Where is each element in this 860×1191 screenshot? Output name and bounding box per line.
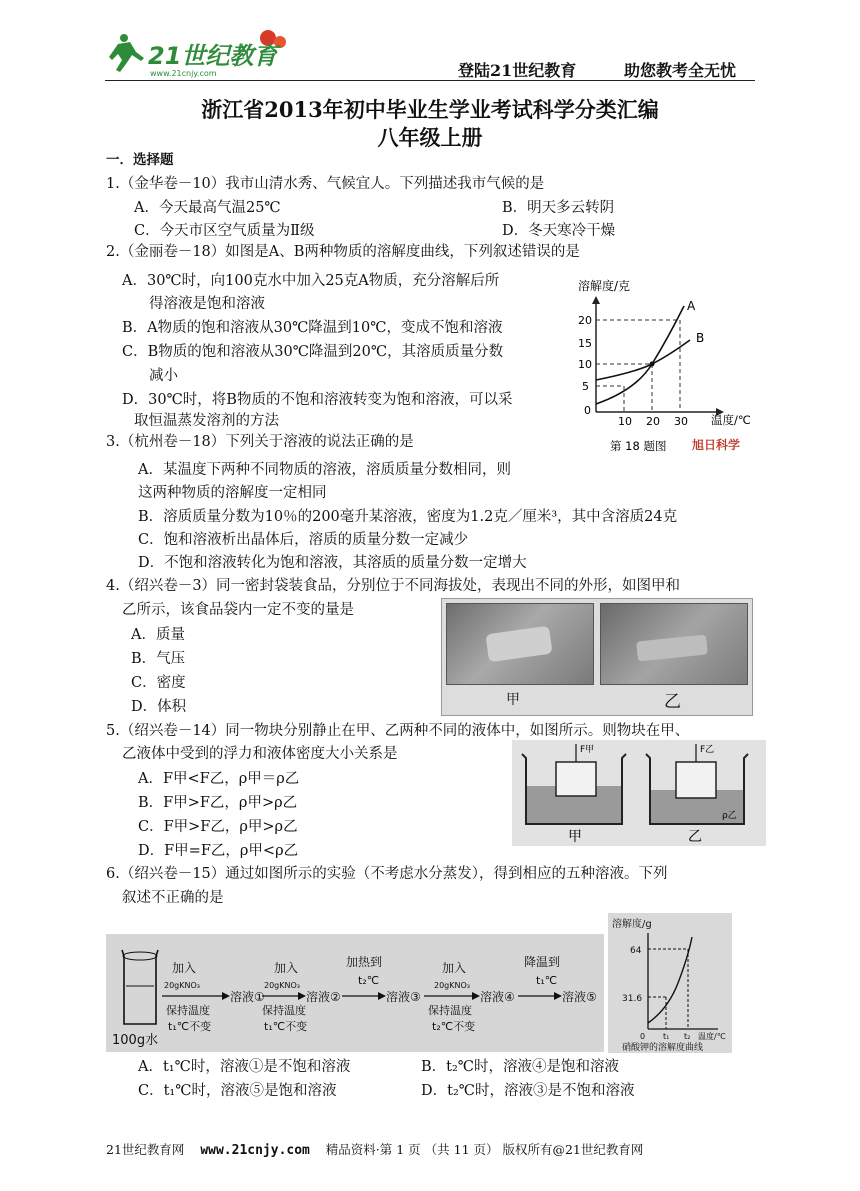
- svg-text:21世纪教育: 21世纪教育: [148, 42, 278, 70]
- q2-option-c-line2: 减小: [149, 368, 178, 384]
- q3-option-c: C．饱和溶液析出晶体后，溶质的质量分数一定减少: [138, 532, 469, 548]
- curve-a: [596, 306, 684, 404]
- svg-text:F乙: F乙: [700, 745, 715, 755]
- svg-text:5: 5: [582, 380, 589, 393]
- svg-text:溶液③: 溶液③: [386, 990, 421, 1004]
- q2-option-a-line1: A．30℃时，向100克水中加入25克A物质，充分溶解后所: [122, 273, 500, 289]
- q6-option-c: C．t₁℃时，溶液⑤是饱和溶液: [138, 1083, 337, 1099]
- svg-text:F甲: F甲: [580, 745, 595, 755]
- svg-text:t₁℃不变: t₁℃不变: [264, 1020, 308, 1033]
- svg-text:64: 64: [630, 946, 642, 956]
- q1-option-a: A．今天最高气温25℃: [134, 200, 281, 216]
- svg-text:t₂℃不变: t₂℃不变: [432, 1020, 476, 1033]
- svg-text:ρ乙: ρ乙: [722, 811, 737, 821]
- svg-text:加热到: 加热到: [346, 955, 383, 969]
- svg-text:保持温度: 保持温度: [428, 1004, 472, 1017]
- svg-text:20gKNO₃: 20gKNO₃: [164, 981, 200, 990]
- svg-text:降温到: 降温到: [524, 955, 561, 969]
- q1-stem: 1.（金华卷－10）我市山清水秀、气候宜人。下列描述我市气候的是: [106, 176, 545, 192]
- site-logo: [108, 28, 308, 80]
- svg-text:t₂℃: t₂℃: [358, 974, 380, 987]
- header-divider: [105, 80, 755, 81]
- beaker-yi: [646, 744, 748, 824]
- q2-stem: 2.（金丽卷－18）如图是A、B两种物质的溶解度曲线，下列叙述错误的是: [106, 244, 580, 260]
- svg-text:溶解度/克: 溶解度/克: [578, 279, 631, 293]
- q6-option-d: D．t₂℃时，溶液③是不饱和溶液: [421, 1083, 635, 1099]
- svg-text:乙: 乙: [688, 829, 702, 845]
- solubility-graph-ab: [566, 272, 766, 458]
- q4-option-a: A．质量: [131, 627, 185, 643]
- q2-option-d-line1: D．30℃时，将B物质的不饱和溶液转变为饱和溶液，可以采: [122, 392, 513, 408]
- buoyancy-beakers: [512, 740, 766, 846]
- q4-option-d: D．体积: [131, 699, 187, 715]
- svg-text:www.21cnjy.com: www.21cnjy.com: [150, 69, 217, 78]
- svg-text:15: 15: [578, 337, 592, 350]
- svg-text:溶液④: 溶液④: [480, 990, 515, 1004]
- q4-stem-line2: 乙所示，该食品袋内一定不变的量是: [122, 602, 354, 618]
- q2-option-b: B．A物质的饱和溶液从30℃降温到10℃，变成不饱和溶液: [122, 320, 503, 336]
- q2-option-c-line1: C．B物质的饱和溶液从30℃降温到20℃，其溶质质量分数: [122, 344, 504, 360]
- svg-text:加入: 加入: [172, 961, 197, 975]
- svg-text:B: B: [696, 331, 705, 345]
- svg-text:加入: 加入: [274, 961, 299, 975]
- svg-text:第 18 题图: 第 18 题图: [610, 439, 667, 453]
- q1-option-b: B．明天多云转阴: [502, 200, 615, 216]
- kno3-solubility-graph: [608, 913, 732, 1053]
- svg-text:保持温度: 保持温度: [262, 1004, 306, 1017]
- q6-option-a: A．t₁℃时，溶液①是不饱和溶液: [138, 1059, 351, 1075]
- svg-text:溶解度/g: 溶解度/g: [612, 919, 652, 930]
- q2-option-a-line2: 得溶液是饱和溶液: [149, 296, 265, 312]
- label-yi: 乙: [664, 692, 681, 712]
- page-title: 浙江省2013年初中毕业生学业考试科学分类汇编: [201, 97, 659, 122]
- q5-option-d: D．F甲=F乙，ρ甲<ρ乙: [138, 843, 299, 859]
- svg-text:20: 20: [578, 314, 592, 327]
- svg-text:0: 0: [640, 1032, 646, 1041]
- photo-yi: [600, 603, 748, 685]
- q3-stem: 3.（杭州卷－18）下列关于溶液的说法正确的是: [106, 434, 414, 450]
- q1-option-d: D．冬天寒冷干燥: [502, 223, 616, 239]
- q3-option-a-line1: A．某温度下两种不同物质的溶液，溶质质量分数相同，则: [138, 462, 511, 478]
- header-slogan-right: 助您教考全无忧: [624, 61, 737, 80]
- svg-text:溶液②: 溶液②: [306, 990, 341, 1004]
- q6-option-b: B．t₂℃时，溶液④是饱和溶液: [421, 1059, 620, 1075]
- svg-text:10: 10: [578, 358, 592, 371]
- svg-text:温度/℃: 温度/℃: [698, 1032, 726, 1041]
- svg-text:t₁℃不变: t₁℃不变: [168, 1020, 212, 1033]
- footer-site: 21世纪教育网: [106, 1142, 185, 1157]
- kno3-experiment-flow: [106, 934, 604, 1052]
- q2-option-d-line2: 取恒温蒸发溶剂的方法: [134, 413, 279, 429]
- svg-text:甲: 甲: [568, 829, 582, 845]
- svg-text:保持温度: 保持温度: [166, 1004, 210, 1017]
- svg-text:旭日科学: 旭日科学: [692, 438, 741, 452]
- svg-text:硝酸钾的溶解度曲线: 硝酸钾的溶解度曲线: [622, 1043, 704, 1053]
- section-heading: 一．选择题: [106, 152, 174, 168]
- svg-text:溶液⑤: 溶液⑤: [562, 990, 597, 1004]
- beaker-jia: [522, 744, 626, 824]
- q5-option-b: B．F甲>F乙，ρ甲>ρ乙: [138, 795, 298, 811]
- svg-text:10: 10: [618, 415, 632, 428]
- label-jia: 甲: [506, 692, 520, 708]
- footer-text: 精品资料·第 1 页 （共 11 页） 版权所有@21世纪教育网: [325, 1142, 644, 1157]
- q5-stem-line2: 乙液体中受到的浮力和液体密度大小关系是: [122, 746, 398, 762]
- header-slogan-left: 登陆21世纪教育: [458, 61, 577, 80]
- q3-option-b: B．溶质质量分数为10％的200毫升某溶液，密度为1.2克／厘米³，其中含溶质24克: [138, 509, 678, 525]
- svg-text:20gKNO₃: 20gKNO₃: [264, 981, 300, 990]
- q5-stem-line1: 5.（绍兴卷－14）同一物块分别静止在甲、乙两种不同的液体中，如图所示。则物块在甲、: [106, 723, 690, 739]
- q3-option-d: D．不饱和溶液转化为饱和溶液，其溶质的质量分数一定增大: [138, 555, 527, 571]
- svg-text:0: 0: [584, 404, 591, 417]
- page-subtitle: 八年级上册: [377, 125, 483, 150]
- svg-text:20: 20: [646, 415, 660, 428]
- footer-url[interactable]: www.21cnjy.com: [200, 1143, 310, 1158]
- q5-option-a: A．F甲<F乙，ρ甲＝ρ乙: [138, 771, 300, 787]
- curve-b: [596, 340, 690, 380]
- q6-stem-line1: 6.（绍兴卷－15）通过如图所示的实验（不考虑水分蒸发），得到相应的五种溶液。下列: [106, 866, 668, 882]
- photo-jia: [446, 603, 594, 685]
- q4-stem-line1: 4.（绍兴卷－3）同一密封袋装食品，分别位于不同海拔处，表现出不同的外形，如图甲和: [106, 578, 681, 594]
- svg-text:20gKNO₃: 20gKNO₃: [434, 981, 470, 990]
- svg-text:A: A: [687, 299, 696, 313]
- page-footer: [106, 1140, 643, 1158]
- svg-text:31.6: 31.6: [622, 994, 643, 1004]
- q4-option-c: C．密度: [131, 675, 186, 691]
- svg-text:t₁: t₁: [663, 1032, 670, 1041]
- svg-text:加入: 加入: [442, 961, 467, 975]
- q5-option-c: C．F甲>F乙，ρ甲>ρ乙: [138, 819, 298, 835]
- svg-text:t₁℃: t₁℃: [536, 974, 558, 987]
- q3-option-a-line2: 这两种物质的溶解度一定相同: [138, 485, 327, 501]
- q4-option-b: B．气压: [131, 651, 186, 667]
- svg-text:t₂: t₂: [684, 1032, 691, 1041]
- q6-stem-line2: 叙述不正确的是: [122, 890, 224, 906]
- svg-text:溶液①: 溶液①: [230, 990, 265, 1004]
- svg-text:30: 30: [674, 415, 688, 428]
- food-bag-photos: [441, 598, 753, 716]
- q1-option-c: C．今天市区空气质量为Ⅱ级: [134, 223, 315, 239]
- svg-text:100g水: 100g水: [112, 1033, 159, 1048]
- svg-text:温度/℃: 温度/℃: [711, 413, 751, 427]
